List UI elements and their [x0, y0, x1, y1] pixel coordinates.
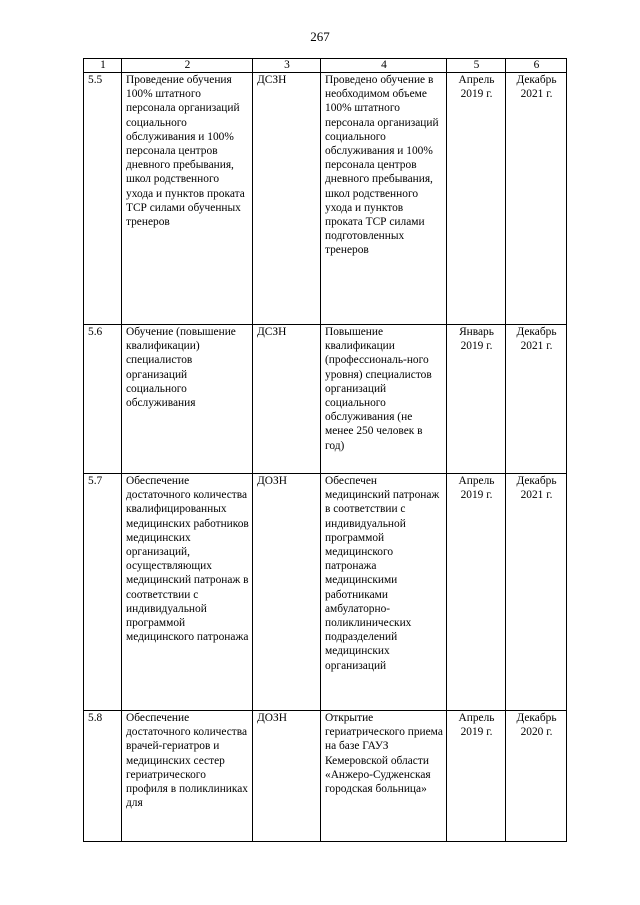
end-date: Декабрь 2021 г. — [506, 73, 567, 325]
item-number: 5.5 — [84, 73, 122, 325]
column-number: 4 — [321, 59, 447, 73]
column-number: 1 — [84, 59, 122, 73]
action-text: Обеспечение достаточного количества врачей-гериатров и медицинских сестер гериатрического профиля в поликлиниках для — [122, 711, 253, 842]
end-date: Декабрь 2021 г. — [506, 474, 567, 711]
item-number: 5.6 — [84, 325, 122, 474]
start-date: Апрель 2019 г. — [447, 711, 506, 842]
item-number: 5.8 — [84, 711, 122, 842]
table-row — [84, 73, 567, 325]
expected-result: Обеспечен медицинский патронаж в соответствии с индивидуальной программой медицинского патронажа медицинскими работниками амбулаторно-поликлинических подразделений медицинских организаций — [321, 474, 447, 711]
column-number: 2 — [122, 59, 253, 73]
page-number: 267 — [310, 29, 330, 44]
table-row — [84, 711, 567, 842]
action-plan-table — [83, 58, 567, 842]
column-number-row — [84, 59, 567, 73]
executor: ДСЗН — [253, 73, 321, 325]
executor: ДСЗН — [253, 325, 321, 474]
executor: ДОЗН — [253, 711, 321, 842]
item-number: 5.7 — [84, 474, 122, 711]
end-date: Декабрь 2021 г. — [506, 325, 567, 474]
expected-result: Проведено обучение в необходимом объеме 100% штатного персонала организаций социального обслуживания и 100% персонала центров дневного пребывания, школ родственного ухода и пунктов проката ТСР силами подготовленных тренеров — [321, 73, 447, 325]
executor: ДОЗН — [253, 474, 321, 711]
expected-result: Повышение квалификации (профессиональ-ного уровня) специалистов организаций социального обслуживания (не менее 250 человек в год) — [321, 325, 447, 474]
action-text: Обучение (повышение квалификации) специалистов организаций социального обслуживания — [122, 325, 253, 474]
action-text: Проведение обучения 100% штатного персонала организаций социального обслуживания и 100% персонала центров дневного пребывания, школ родственного ухода и пунктов проката ТСР силами обученных тренеров — [122, 73, 253, 325]
column-number: 3 — [253, 59, 321, 73]
action-text: Обеспечение достаточного количества квалифицированных медицинских работников медицинских организаций, осуществляющих медицинский патронаж в соответствии с индивидуальной программой медицинского патронажа — [122, 474, 253, 711]
start-date: Апрель 2019 г. — [447, 474, 506, 711]
table-row — [84, 474, 567, 711]
table-row — [84, 325, 567, 474]
end-date: Декабрь 2020 г. — [506, 711, 567, 842]
expected-result: Открытие гериатрического приема на базе ГАУЗ Кемеровской области «Анжеро-Судженская городская больница» — [321, 711, 447, 842]
column-number: 5 — [447, 59, 506, 73]
start-date: Январь 2019 г. — [447, 325, 506, 474]
column-number: 6 — [506, 59, 567, 73]
start-date: Апрель 2019 г. — [447, 73, 506, 325]
